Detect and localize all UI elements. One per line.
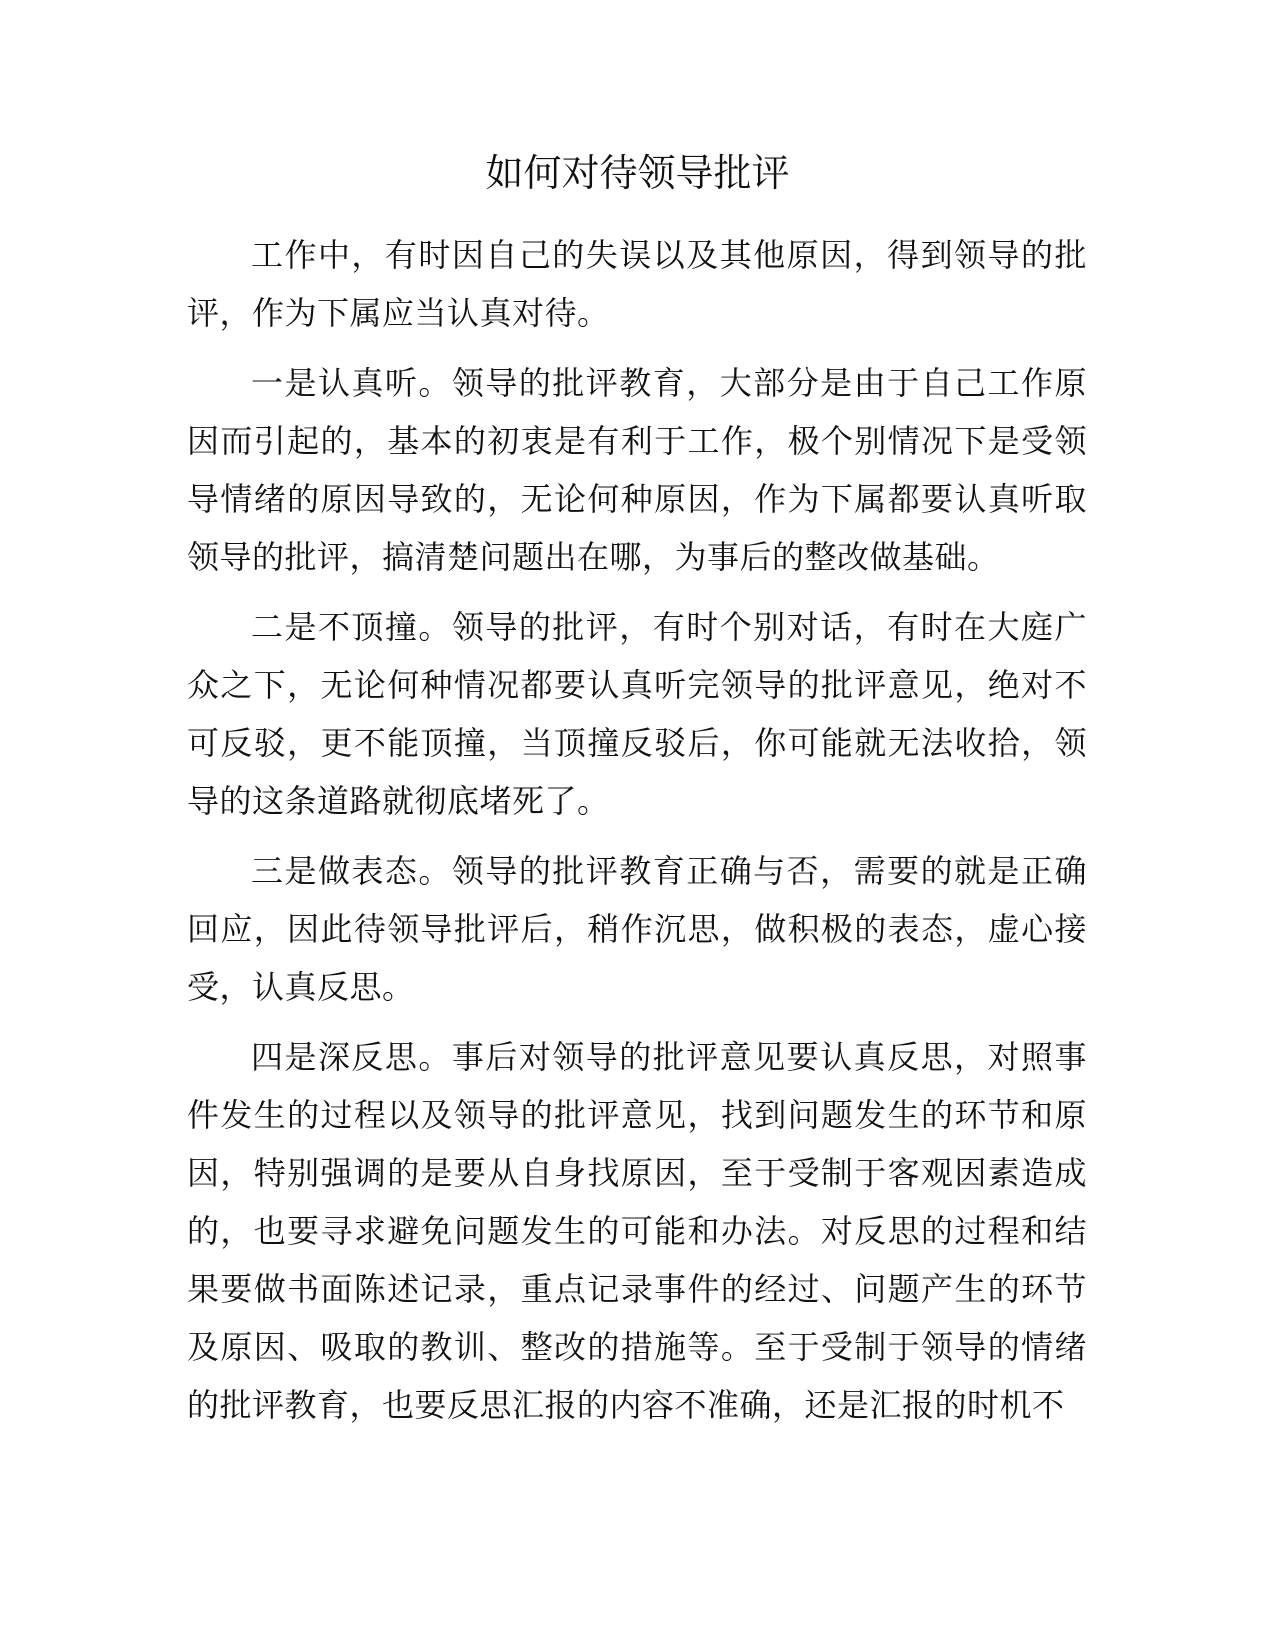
paragraph-listen: 一是认真听。领导的批评教育，大部分是由于自己工作原因而引起的，基本的初衷是有利于工作，极个别情况下是受领导情绪的原因导致的，无论何种原因，作为下属都要认真听取领导的批评，搞清楚问题出在哪，为事后的整改做基础。 bbox=[187, 364, 1087, 576]
paragraph-intro: 工作中，有时因自己的失误以及其他原因，得到领导的批评，作为下属应当认真对待。 bbox=[187, 236, 1087, 332]
paragraph-respond: 三是做表态。领导的批评教育正确与否，需要的就是正确回应，因此待领导批评后，稍作沉思，做积极的表态，虚心接受，认真反思。 bbox=[187, 852, 1087, 1006]
document-body bbox=[187, 226, 1087, 1446]
paragraph-reflect: 四是深反思。事后对领导的批评意见要认真反思，对照事件发生的过程以及领导的批评意见，找到问题发生的环节和原因，特别强调的是要从自身找原因，至于受制于客观因素造成的，也要寻求避免问题发生的可能和办法。对反思的过程和结果要做书面陈述记录，重点记录事件的经过、问题产生的环节及原因、吸取的教训、整改的措施等。至于受制于领导的情绪的批评教育，也要反思汇报的内容不准确，还是汇报的时机不 bbox=[187, 1038, 1087, 1424]
paragraph-no-argue: 二是不顶撞。领导的批评，有时个别对话，有时在大庭广众之下，无论何种情况都要认真听完领导的批评意见，绝对不可反驳，更不能顶撞，当顶撞反驳后，你可能就无法收拾，领导的这条道路就彻底堵死了。 bbox=[187, 608, 1087, 820]
document-title: 如何对待领导批评 bbox=[485, 151, 790, 195]
